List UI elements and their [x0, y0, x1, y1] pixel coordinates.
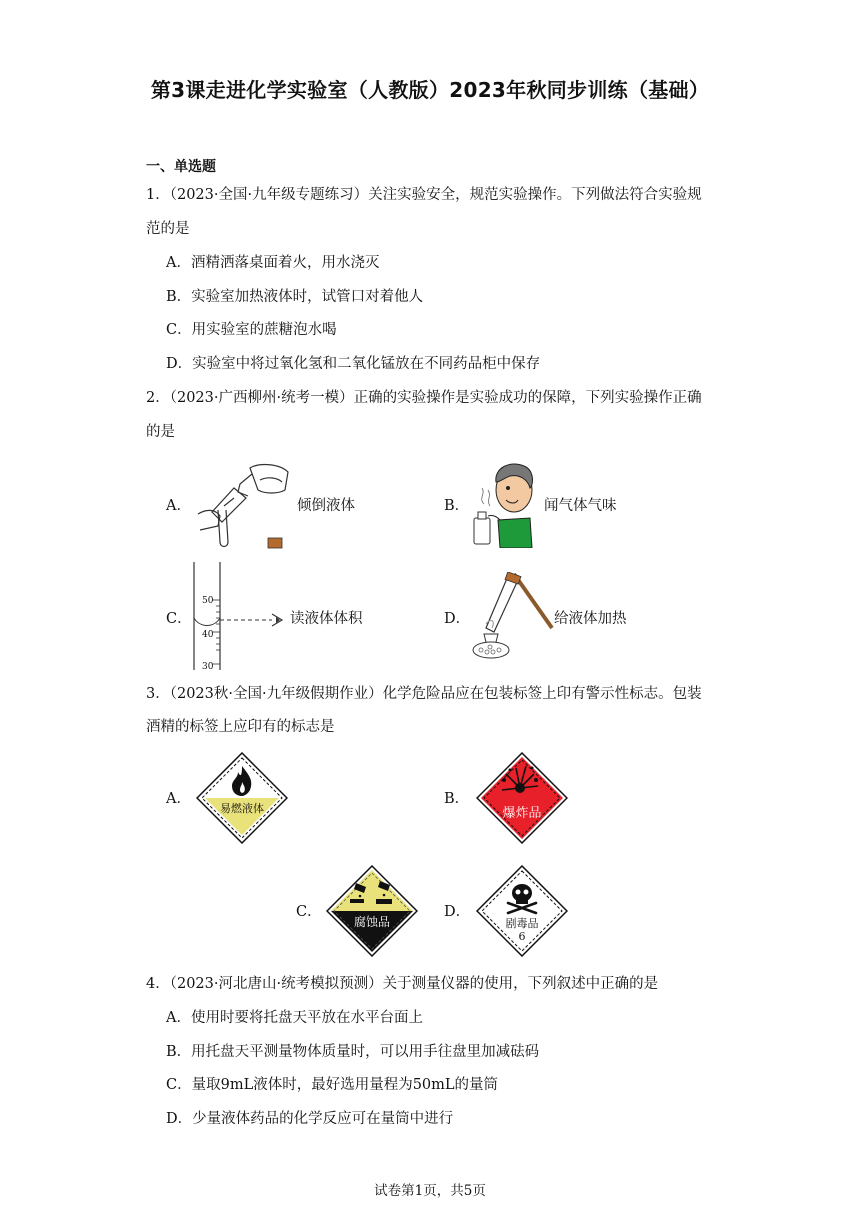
cylinder-tick-label: 50: [202, 596, 214, 606]
q2-stem-line2: 的是: [146, 424, 175, 440]
q2-option-c-caption: 读液体体积: [290, 611, 363, 627]
q4-option-b: B．用托盘天平测量物体质量时，可以用手往盘里加减砝码: [166, 1044, 540, 1060]
explosive-sign-label: 爆炸品: [502, 806, 542, 821]
q2-option-a-caption: 倾倒液体: [297, 498, 355, 514]
explosive-sign: [476, 752, 568, 844]
q2-option-b-letter: B．: [444, 498, 470, 514]
section-heading: 一、单选题: [146, 159, 216, 175]
q4-option-c: C．量取9mL液体时，最好选用量程为50mL的量筒: [166, 1077, 499, 1093]
toxic-sign-class-number: 6: [518, 930, 526, 943]
q3-option-c-letter: C．: [296, 904, 322, 920]
q1-option-d: D．实验室中将过氧化氢和二氧化锰放在不同药品柜中保存: [166, 356, 541, 372]
q2-option-c-letter: C．: [166, 611, 192, 627]
q2-option-d-caption: 给液体加热: [554, 611, 627, 627]
skull-crossbones-icon: [476, 865, 568, 957]
smelling-gas-illustration: [470, 460, 540, 548]
q2-option-a-letter: A．: [166, 498, 191, 514]
pouring-liquid-illustration: [190, 460, 295, 552]
q3-option-d-letter: D．: [444, 904, 471, 920]
q4-stem-line1: 4．（2023·河北唐山·统考模拟预测）关于测量仪器的使用，下列叙述中正确的是: [146, 976, 659, 992]
graduated-cylinder-reading-illustration: [186, 560, 291, 672]
q4-option-d: D．少量液体药品的化学反应可在量筒中进行: [166, 1111, 454, 1127]
cylinder-tick-label: 30: [202, 662, 214, 672]
q1-stem-line2: 范的是: [146, 221, 190, 237]
q3-stem-line2: 酒精的标签上应印有的标志是: [146, 719, 335, 735]
toxic-sign: [476, 865, 568, 957]
explosion-icon: [476, 752, 568, 844]
q3-stem-line1: 3．（2023秋·全国·九年级假期作业）化学危险品应在包装标签上印有警示性标志。包装: [146, 686, 702, 702]
flame-icon: [196, 752, 288, 844]
q3-option-b-letter: B．: [444, 791, 470, 807]
q2-stem-line1: 2．（2023·广西柳州·统考一模）正确的实验操作是实验成功的保障，下列实验操作正确: [146, 390, 702, 406]
page-footer: 试卷第1页，共5页: [374, 1183, 486, 1199]
q4-option-a: A．使用时要将托盘天平放在水平台面上: [166, 1010, 423, 1026]
q1-option-c: C．用实验室的蔗糖泡水喝: [166, 322, 337, 338]
page-title: 第3课走进化学实验室（人教版）2023年秋同步训练（基础）: [150, 78, 710, 102]
q1-option-b: B．实验室加热液体时，试管口对着他人: [166, 289, 424, 305]
corrosive-sign-label: 腐蚀品: [353, 915, 390, 929]
corrosion-icon: [326, 865, 418, 957]
cylinder-tick-label: 40: [202, 630, 214, 640]
flammable-liquid-sign: [196, 752, 288, 844]
corrosive-sign: [326, 865, 418, 957]
q1-option-a: A．酒精洒落桌面着火，用水浇灭: [166, 255, 380, 271]
q1-stem-line1: 1．（2023·全国·九年级专题练习）关注实验安全，规范实验操作。下列做法符合实验规: [146, 187, 702, 203]
q2-option-d-letter: D．: [444, 611, 471, 627]
toxic-sign-label: 剧毒品: [505, 917, 539, 930]
q3-option-a-letter: A．: [166, 791, 191, 807]
flammable-sign-label: 易燃液体: [220, 802, 264, 815]
q2-option-b-caption: 闻气体气味: [544, 498, 617, 514]
heating-liquid-illustration: [466, 572, 556, 662]
